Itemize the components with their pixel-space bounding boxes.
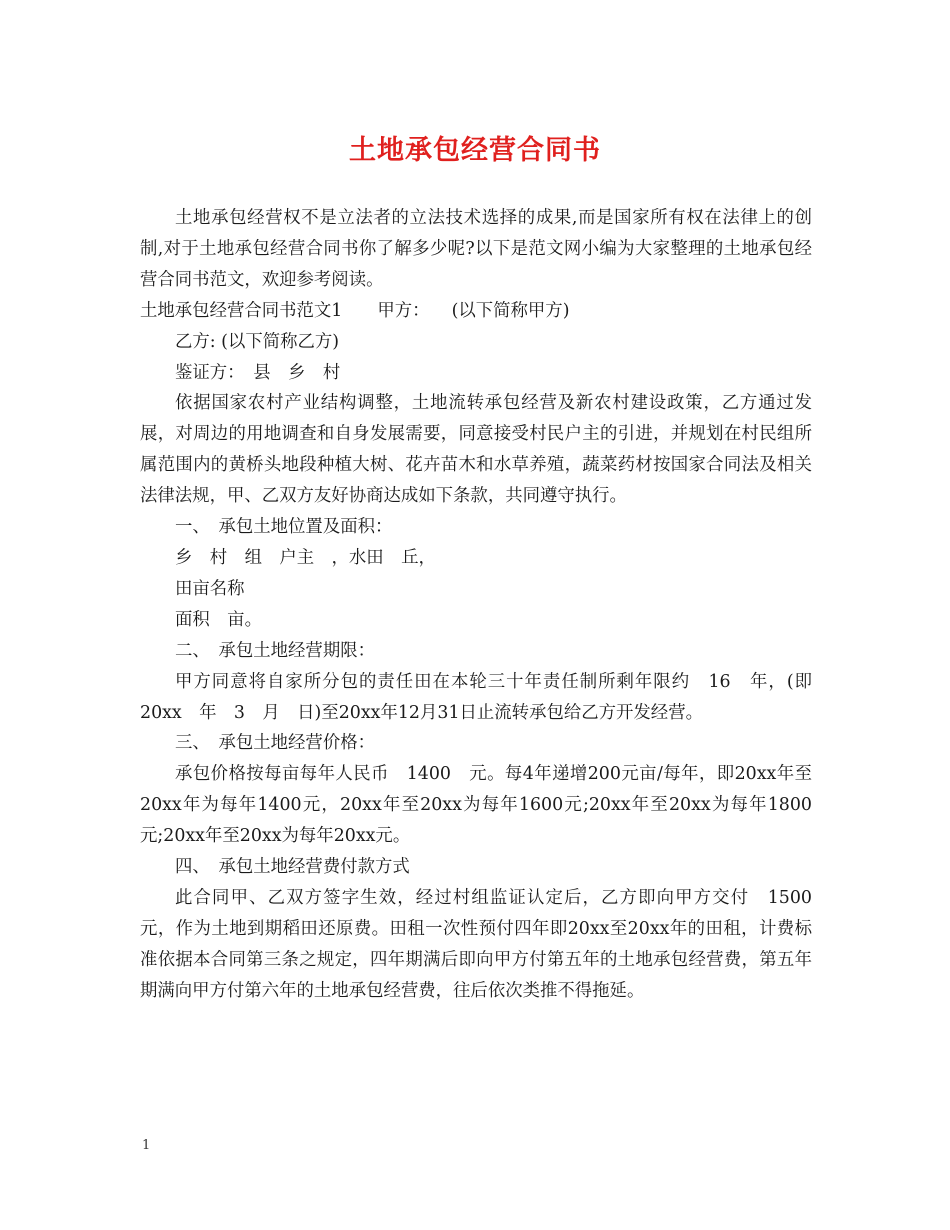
section-4-heading: 四、 承包土地经营费付款方式 [175,857,410,878]
section-1-heading: 一、 承包土地位置及面积： [175,517,393,538]
section-4-text: 此合同甲、乙双方签字生效，经过村组监证认定后，乙方即向甲方交付 1500 元，作为土地到期稻田还原费。田租一次性预付四年即20xx至20xx年的田租，计费标准依据本合同第三条之规定，四年期满后即向甲方付第五年的土地承包经营费，第五年期满向甲方付第六年的土地承包经营费，往后依次类推不得拖延。 [140,887,830,1001]
section-1-location: 乡 村 组 户主 ，水田 丘， [175,547,436,568]
party-a-note: (以下简称甲方) [451,300,570,321]
sample-heading: 土地承包经营合同书范文1 [140,300,343,321]
document-body [140,203,830,1007]
intro-paragraph: 土地承包经营权不是立法者的立法技术选择的成果,而是国家所有权在法律上的创制,对于土地承包经营合同书你了解多少呢?以下是范文网小编为大家整理的土地承包经营合同书范文，欢迎参考阅读。 [140,208,812,290]
party-a-label: 甲方： [377,300,430,321]
document-title: 土地承包经营合同书 [349,135,601,166]
page-number: 1 [142,1138,151,1153]
section-3-heading: 三、 承包土地经营价格： [175,733,375,754]
section-2-heading: 二、 承包土地经营期限： [175,640,375,661]
party-b-line: 乙方: (以下简称乙方) [175,331,340,352]
section-1-area: 面积 亩。 [175,609,262,630]
sample-heading-line [140,296,812,327]
section-2-text: 甲方同意将自家所分包的责任田在本轮三十年责任制所剩年限约 16 年，(即20xx 年 3 月 日)至20xx年12月31日止流转承包给乙方开发经营。 [140,671,812,723]
section-1-field-name: 田亩名称 [175,578,245,599]
section-3-text: 承包价格按每亩每年人民币 1400 元。每4年递增200元亩/每年，即20xx年至20xx年为每年1400元，20xx年至20xx为每年1600元;20xx年至20xx为每年1800元;20xx年至20xx为每年20xx元。 [140,764,812,847]
notary-line: 鉴证方： 县 乡 村 [175,362,341,383]
preamble-paragraph: 依据国家农村产业结构调整，土地流转承包经营及新农村建设政策，乙方通过发展，对周边的用地调查和自身发展需要，同意接受村民户主的引进，并规划在村民组所属范围内的黄桥头地段种植大树、花卉苗木和水草养殖，蔬菜药材按国家合同法及相关法律法规，甲、乙双方友好协商达成如下条款，共同遵守执行。 [140,393,812,507]
